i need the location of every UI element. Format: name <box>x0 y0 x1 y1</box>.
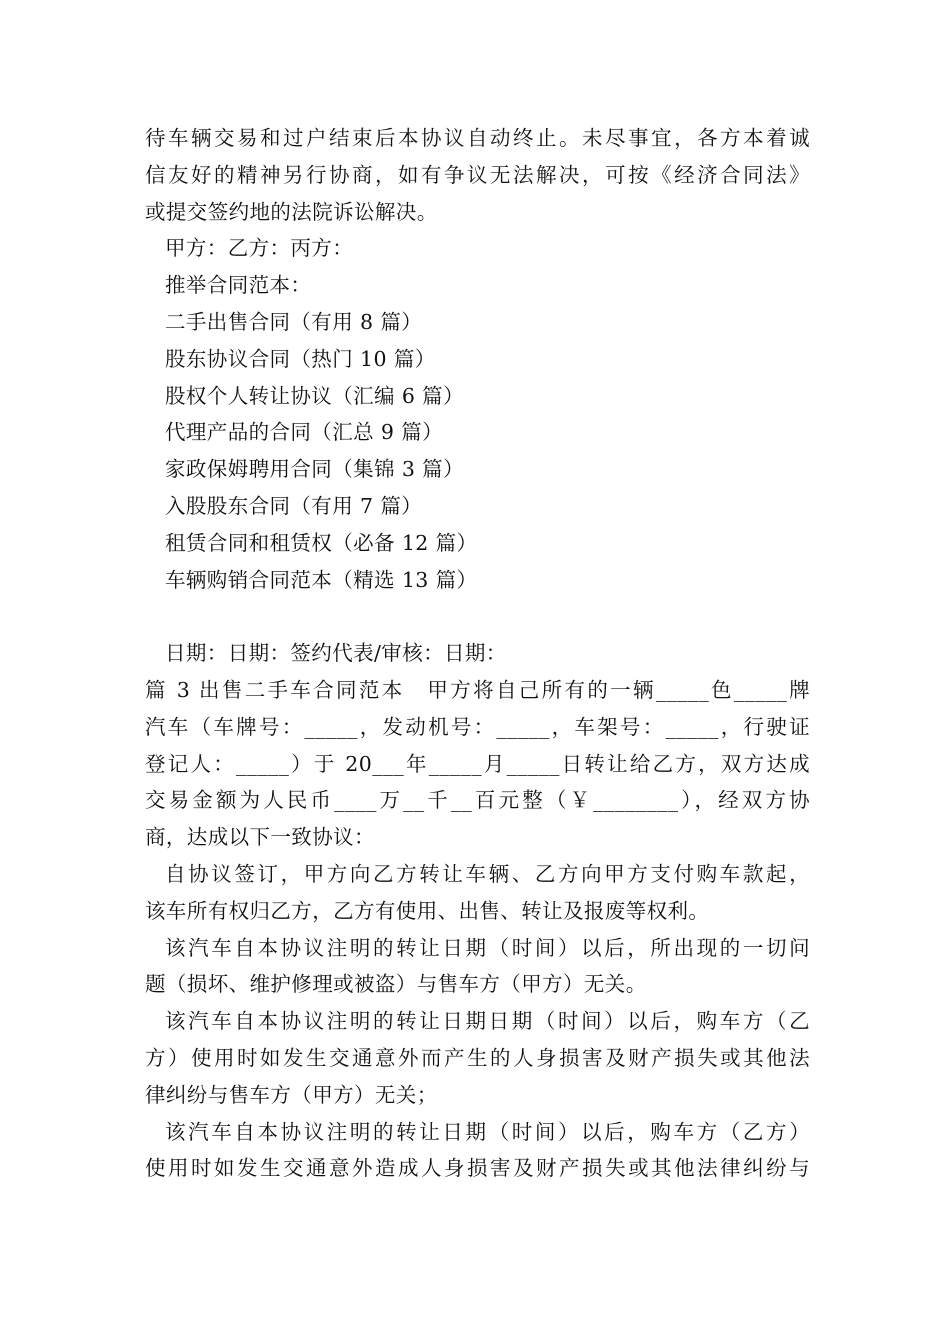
date-signature-line: 日期：日期：签约代表/审核：日期： <box>165 641 507 666</box>
text-line: 该汽车自本协议注明的转让日期（时间）以后，所出现的一切问 <box>165 935 810 960</box>
text-line: 律纠纷与售车方（甲方）无关； <box>145 1082 438 1107</box>
text-line: 使用时如发生交通意外造成人身损害及财产损失或其他法律纠纷与 <box>145 1156 810 1181</box>
text-line: 自协议签订，甲方向乙方转让车辆、乙方向甲方支付购车款起， <box>165 861 810 886</box>
recommended-item: 二手出售合同（有用 8 篇） <box>165 309 423 334</box>
text-line: 该汽车自本协议注明的转让日期（时间）以后，购车方（乙方） <box>165 1119 810 1144</box>
text-line: 该车所有权归乙方，乙方有使用、出售、转让及报废等权利。 <box>145 898 710 923</box>
recommended-item: 家政保姆聘用合同（集锦 3 篇） <box>165 457 464 482</box>
document-body <box>145 120 810 1187</box>
recommended-heading: 推举合同范本： <box>165 273 312 298</box>
recommended-item: 代理产品的合同（汇总 9 篇） <box>165 420 444 445</box>
text-line: 该汽车自本协议注明的转让日期日期（时间）以后，购车方（乙 <box>165 1009 810 1034</box>
text-line: 信友好的精神另行协商，如有争议无法解决，可按《经济合同法》 <box>145 162 810 187</box>
text-line: 待车辆交易和过户结束后本协议自动终止。未尽事宜，各方本着诚 <box>145 126 810 150</box>
recommended-item: 股权个人转让协议（汇编 6 篇） <box>165 383 464 408</box>
text-line: 汽车（车牌号：_____，发动机号：_____，车架号：_____，行驶证 <box>145 714 810 739</box>
text-line: 交易金额为人民币____万__千__百元整（￥________），经双方协 <box>145 788 810 813</box>
blank-line <box>145 598 810 635</box>
text-line: 商，达成以下一致协议： <box>145 825 375 850</box>
text-line: 登记人：_____）于 20___年_____月_____日转让给乙方，双方达成 <box>145 751 810 776</box>
text-line: 题（损坏、维护修理或被盗）与售车方（甲方）无关。 <box>145 972 647 997</box>
recommended-item: 入股股东合同（有用 7 篇） <box>165 493 423 518</box>
recommended-item: 股东协议合同（热门 10 篇） <box>165 346 436 371</box>
section-heading-line: 篇 3 出售二手车合同范本 甲方将自己所有的一辆_____色_____牌 <box>145 677 810 702</box>
signature-parties: 甲方：乙方：丙方： <box>165 236 354 261</box>
recommended-item: 车辆购销合同范本（精选 13 篇） <box>165 567 478 592</box>
text-line: 或提交签约地的法院诉讼解决。 <box>145 199 438 224</box>
recommended-item: 租赁合同和租赁权（必备 12 篇） <box>165 530 478 555</box>
text-line: 方）使用时如发生交通意外而产生的人身损害及财产损失或其他法 <box>145 1045 810 1070</box>
